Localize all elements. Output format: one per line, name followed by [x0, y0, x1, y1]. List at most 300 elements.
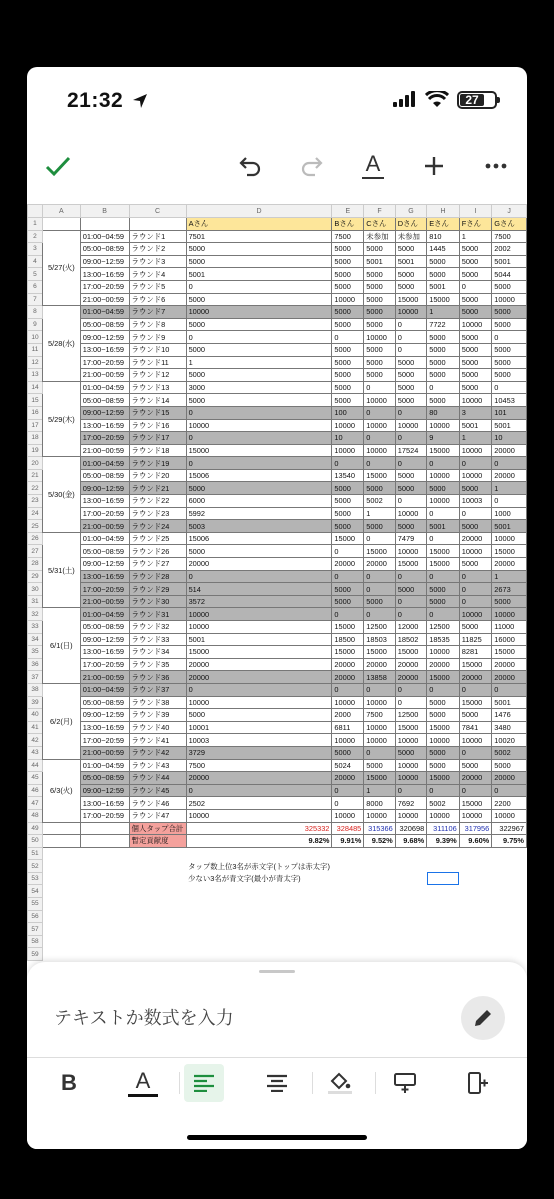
tap-count-cell[interactable]: 0: [459, 507, 492, 520]
tap-count-cell[interactable]: 5000: [492, 595, 527, 608]
redo-icon[interactable]: [294, 148, 330, 184]
cell[interactable]: [492, 948, 527, 961]
time-cell[interactable]: 21:00~00:59: [80, 444, 129, 457]
tap-count-cell[interactable]: 0: [186, 570, 332, 583]
tap-count-cell[interactable]: 10: [332, 432, 364, 445]
round-cell[interactable]: ラウンド14: [129, 394, 186, 407]
cell[interactable]: [80, 835, 129, 848]
cell[interactable]: [492, 910, 527, 923]
fill-color-icon[interactable]: [320, 1064, 360, 1102]
tap-count-cell[interactable]: 5000: [364, 306, 395, 319]
tap-count-cell[interactable]: 0: [459, 583, 492, 596]
row-number[interactable]: 45: [28, 772, 43, 785]
tap-count-cell[interactable]: 0: [427, 608, 460, 621]
tap-count-cell[interactable]: 15000: [395, 721, 426, 734]
tap-count-cell[interactable]: 5000: [364, 369, 395, 382]
row-number[interactable]: 21: [28, 469, 43, 482]
tap-count-cell[interactable]: 10000: [186, 809, 332, 822]
cell[interactable]: [42, 860, 80, 873]
cell[interactable]: [364, 898, 395, 911]
row-number[interactable]: 20: [28, 457, 43, 470]
tap-count-cell[interactable]: 15000: [332, 621, 364, 634]
tap-count-cell[interactable]: 20000: [459, 532, 492, 545]
tap-count-cell[interactable]: 5002: [364, 495, 395, 508]
tap-count-cell[interactable]: 5000: [186, 243, 332, 256]
cell[interactable]: [186, 935, 332, 948]
total-cell[interactable]: 320698: [395, 822, 426, 835]
time-cell[interactable]: 01:00~04:59: [80, 759, 129, 772]
tap-count-cell[interactable]: 5000: [459, 520, 492, 533]
corner-cell[interactable]: [28, 205, 43, 218]
tap-count-cell[interactable]: 1000: [492, 507, 527, 520]
tap-count-cell[interactable]: 10000: [332, 696, 364, 709]
tap-count-cell[interactable]: 20000: [364, 658, 395, 671]
time-cell[interactable]: 01:00~04:59: [80, 381, 129, 394]
tap-count-cell[interactable]: 10000: [459, 469, 492, 482]
tap-count-cell[interactable]: 6811: [332, 721, 364, 734]
tap-count-cell[interactable]: 5001: [186, 633, 332, 646]
row-number[interactable]: 12: [28, 356, 43, 369]
contribution-label[interactable]: 暫定貢献度: [129, 835, 186, 848]
tap-count-cell[interactable]: 0: [492, 331, 527, 344]
tap-count-cell[interactable]: 1: [364, 507, 395, 520]
row-number[interactable]: 34: [28, 633, 43, 646]
tap-count-cell[interactable]: 10000: [459, 444, 492, 457]
tap-count-cell[interactable]: 5000: [332, 280, 364, 293]
tap-count-cell[interactable]: 15000: [427, 545, 460, 558]
round-cell[interactable]: ラウンド4: [129, 268, 186, 281]
cell[interactable]: [395, 948, 426, 961]
row-number[interactable]: 8: [28, 306, 43, 319]
cell[interactable]: [364, 948, 395, 961]
time-cell[interactable]: 17:00~20:59: [80, 809, 129, 822]
tap-count-cell[interactable]: 101: [492, 406, 527, 419]
tap-count-cell[interactable]: 5000: [186, 293, 332, 306]
row-number[interactable]: 32: [28, 608, 43, 621]
tap-count-cell[interactable]: 5000: [364, 318, 395, 331]
time-cell[interactable]: 21:00~00:59: [80, 293, 129, 306]
round-cell[interactable]: ラウンド47: [129, 809, 186, 822]
tap-count-cell[interactable]: 0: [427, 457, 460, 470]
time-cell[interactable]: 13:00~16:59: [80, 797, 129, 810]
time-cell[interactable]: 17:00~20:59: [80, 280, 129, 293]
time-cell[interactable]: 17:00~20:59: [80, 356, 129, 369]
tap-count-cell[interactable]: 5001: [492, 255, 527, 268]
row-number[interactable]: 13: [28, 369, 43, 382]
round-cell[interactable]: ラウンド12: [129, 369, 186, 382]
round-cell[interactable]: ラウンド23: [129, 507, 186, 520]
cell[interactable]: [80, 923, 129, 936]
tap-count-cell[interactable]: 0: [395, 495, 426, 508]
tap-count-cell[interactable]: 5000: [364, 595, 395, 608]
row-number[interactable]: 58: [28, 935, 43, 948]
cell[interactable]: [427, 910, 460, 923]
more-options-icon[interactable]: [478, 148, 514, 184]
tap-count-cell[interactable]: 0: [364, 583, 395, 596]
tap-count-cell[interactable]: 1: [459, 230, 492, 243]
tap-count-cell[interactable]: 5000: [395, 482, 426, 495]
cell[interactable]: [364, 872, 395, 885]
tap-count-cell[interactable]: 5000: [459, 369, 492, 382]
total-cell[interactable]: 315366: [364, 822, 395, 835]
tap-count-cell[interactable]: 0: [427, 683, 460, 696]
tap-count-cell[interactable]: 5000: [459, 709, 492, 722]
tap-count-cell[interactable]: 10000: [395, 809, 426, 822]
cell[interactable]: [427, 935, 460, 948]
tap-count-cell[interactable]: 5044: [492, 268, 527, 281]
drag-handle[interactable]: [259, 970, 295, 973]
tap-count-cell[interactable]: 10000: [459, 809, 492, 822]
row-number[interactable]: 27: [28, 545, 43, 558]
total-cell[interactable]: 328485: [332, 822, 364, 835]
cell[interactable]: [492, 885, 527, 898]
cell[interactable]: [42, 885, 80, 898]
cell[interactable]: [459, 898, 492, 911]
tap-count-cell[interactable]: 10000: [395, 507, 426, 520]
date-cell[interactable]: 5/29(木): [42, 381, 80, 457]
contribution-cell[interactable]: 9.91%: [332, 835, 364, 848]
time-cell[interactable]: 09:00~12:59: [80, 633, 129, 646]
tap-count-cell[interactable]: 5000: [186, 545, 332, 558]
tap-count-cell[interactable]: 5000: [459, 343, 492, 356]
tap-count-cell[interactable]: 5000: [427, 356, 460, 369]
tap-count-cell[interactable]: 5000: [492, 369, 527, 382]
player-header-cell[interactable]: Dさん: [395, 218, 426, 231]
time-cell[interactable]: 13:00~16:59: [80, 570, 129, 583]
time-cell[interactable]: 09:00~12:59: [80, 406, 129, 419]
cell[interactable]: [80, 218, 129, 231]
tap-count-cell[interactable]: 1: [364, 784, 395, 797]
tap-count-cell[interactable]: 5000: [364, 343, 395, 356]
tap-count-cell[interactable]: 5000: [427, 595, 460, 608]
tap-count-cell[interactable]: 7501: [186, 230, 332, 243]
row-number[interactable]: 49: [28, 822, 43, 835]
tap-count-cell[interactable]: 2673: [492, 583, 527, 596]
tap-count-cell[interactable]: 12500: [364, 621, 395, 634]
tap-count-cell[interactable]: 0: [186, 784, 332, 797]
cell[interactable]: [395, 885, 426, 898]
tap-count-cell[interactable]: 10000: [364, 394, 395, 407]
tap-count-cell[interactable]: 5000: [332, 595, 364, 608]
cell[interactable]: [332, 860, 364, 873]
total-cell[interactable]: 311106: [427, 822, 460, 835]
tap-count-cell[interactable]: 7479: [395, 532, 426, 545]
tap-count-cell[interactable]: 5000: [186, 255, 332, 268]
tap-count-cell[interactable]: 1445: [427, 243, 460, 256]
row-number[interactable]: 43: [28, 746, 43, 759]
row-number[interactable]: 48: [28, 809, 43, 822]
tap-count-cell[interactable]: 10000: [186, 696, 332, 709]
tap-count-cell[interactable]: 0: [332, 331, 364, 344]
tap-count-cell[interactable]: 5000: [395, 469, 426, 482]
row-number[interactable]: 22: [28, 482, 43, 495]
tap-count-cell[interactable]: 20000: [186, 558, 332, 571]
tap-count-cell[interactable]: 10000: [395, 306, 426, 319]
tap-count-cell[interactable]: 15000: [364, 469, 395, 482]
tap-count-cell[interactable]: 10020: [492, 734, 527, 747]
tap-count-cell[interactable]: 5000: [459, 621, 492, 634]
time-cell[interactable]: 09:00~12:59: [80, 331, 129, 344]
tap-count-cell[interactable]: 5000: [427, 369, 460, 382]
tap-count-cell[interactable]: 10000: [395, 734, 426, 747]
tap-count-cell[interactable]: 0: [427, 507, 460, 520]
tap-count-cell[interactable]: 15000: [395, 558, 426, 571]
tap-count-cell[interactable]: 5002: [492, 746, 527, 759]
cell[interactable]: [42, 948, 80, 961]
round-cell[interactable]: ラウンド43: [129, 759, 186, 772]
tap-count-cell[interactable]: 5000: [364, 268, 395, 281]
cell[interactable]: [459, 910, 492, 923]
tap-count-cell[interactable]: 15000: [364, 646, 395, 659]
tap-count-cell[interactable]: 16000: [492, 633, 527, 646]
insert-column-icon[interactable]: [459, 1064, 499, 1102]
row-number[interactable]: 29: [28, 570, 43, 583]
time-cell[interactable]: 01:00~04:59: [80, 532, 129, 545]
tap-count-cell[interactable]: 3572: [186, 595, 332, 608]
round-cell[interactable]: ラウンド34: [129, 646, 186, 659]
cell[interactable]: [186, 847, 332, 860]
tap-count-cell[interactable]: 0: [459, 746, 492, 759]
cell[interactable]: [332, 935, 364, 948]
cell[interactable]: [332, 898, 364, 911]
row-number[interactable]: 40: [28, 709, 43, 722]
cell[interactable]: [492, 847, 527, 860]
cell[interactable]: [332, 847, 364, 860]
cell[interactable]: [129, 218, 186, 231]
cell[interactable]: [42, 822, 80, 835]
tap-count-cell[interactable]: 5000: [427, 746, 460, 759]
tap-count-cell[interactable]: 100: [332, 406, 364, 419]
time-cell[interactable]: 17:00~20:59: [80, 734, 129, 747]
round-cell[interactable]: ラウンド46: [129, 797, 186, 810]
tap-count-cell[interactable]: 10000: [186, 306, 332, 319]
tap-count-cell[interactable]: 0: [186, 280, 332, 293]
time-cell[interactable]: 13:00~16:59: [80, 419, 129, 432]
cell[interactable]: [80, 948, 129, 961]
tap-count-cell[interactable]: 13858: [364, 671, 395, 684]
tap-count-cell[interactable]: 0: [332, 797, 364, 810]
time-cell[interactable]: 21:00~00:59: [80, 369, 129, 382]
row-number[interactable]: 59: [28, 948, 43, 961]
tap-count-cell[interactable]: 5000: [427, 255, 460, 268]
tap-count-cell[interactable]: 5000: [395, 356, 426, 369]
tap-count-cell[interactable]: 5024: [332, 759, 364, 772]
tap-count-cell[interactable]: 2502: [186, 797, 332, 810]
tap-count-cell[interactable]: 80: [427, 406, 460, 419]
cell[interactable]: [42, 847, 80, 860]
tap-count-cell[interactable]: 5001: [492, 696, 527, 709]
tap-count-cell[interactable]: 3: [459, 406, 492, 419]
time-cell[interactable]: 13:00~16:59: [80, 495, 129, 508]
time-cell[interactable]: 13:00~16:59: [80, 343, 129, 356]
cell[interactable]: [364, 935, 395, 948]
cell[interactable]: [42, 898, 80, 911]
column-header[interactable]: F: [364, 205, 395, 218]
time-cell[interactable]: 01:00~04:59: [80, 608, 129, 621]
tap-count-cell[interactable]: 5000: [186, 482, 332, 495]
cell[interactable]: [129, 948, 186, 961]
tap-count-cell[interactable]: 10000: [427, 809, 460, 822]
row-number[interactable]: 1: [28, 218, 43, 231]
tap-count-cell[interactable]: 10000: [364, 696, 395, 709]
tap-count-cell[interactable]: 810: [427, 230, 460, 243]
player-header-cell[interactable]: Eさん: [427, 218, 460, 231]
align-left-icon[interactable]: [184, 1064, 224, 1102]
tap-count-cell[interactable]: 1: [492, 570, 527, 583]
tap-count-cell[interactable]: 0: [459, 457, 492, 470]
tap-count-cell[interactable]: 7500: [364, 709, 395, 722]
row-number[interactable]: 18: [28, 432, 43, 445]
round-cell[interactable]: ラウンド37: [129, 683, 186, 696]
cell[interactable]: [80, 910, 129, 923]
tap-count-cell[interactable]: 0: [332, 457, 364, 470]
tap-count-cell[interactable]: 5000: [332, 268, 364, 281]
tap-count-cell[interactable]: 0: [459, 280, 492, 293]
round-cell[interactable]: ラウンド9: [129, 331, 186, 344]
tap-count-cell[interactable]: 0: [364, 381, 395, 394]
tap-count-cell[interactable]: 20000: [492, 444, 527, 457]
time-cell[interactable]: 21:00~00:59: [80, 595, 129, 608]
text-format-button[interactable]: [355, 148, 391, 184]
tap-count-cell[interactable]: 5000: [459, 482, 492, 495]
row-number[interactable]: 2: [28, 230, 43, 243]
note-cell[interactable]: タップ数上位3名が赤文字(トップは赤太字): [188, 861, 330, 871]
tap-count-cell[interactable]: 10000: [459, 394, 492, 407]
tap-count-cell[interactable]: 18500: [332, 633, 364, 646]
tap-count-cell[interactable]: 5000: [427, 696, 460, 709]
round-cell[interactable]: ラウンド28: [129, 570, 186, 583]
tap-count-cell[interactable]: 1: [459, 432, 492, 445]
row-number[interactable]: 52: [28, 860, 43, 873]
round-cell[interactable]: ラウンド5: [129, 280, 186, 293]
tap-count-cell[interactable]: 5000: [492, 356, 527, 369]
text-color-button[interactable]: [123, 1064, 163, 1102]
tap-count-cell[interactable]: 0: [395, 331, 426, 344]
tap-count-cell[interactable]: 8000: [364, 797, 395, 810]
round-cell[interactable]: ラウンド15: [129, 406, 186, 419]
tap-count-cell[interactable]: 12500: [395, 709, 426, 722]
tap-count-cell[interactable]: 5001: [427, 280, 460, 293]
tap-count-cell[interactable]: 10000: [332, 419, 364, 432]
tap-count-cell[interactable]: 5000: [332, 495, 364, 508]
tap-count-cell[interactable]: 10000: [332, 444, 364, 457]
tap-count-cell[interactable]: 3480: [492, 721, 527, 734]
round-cell[interactable]: ラウンド31: [129, 608, 186, 621]
tap-count-cell[interactable]: 10000: [395, 545, 426, 558]
tap-count-cell[interactable]: 15000: [427, 772, 460, 785]
tap-count-cell[interactable]: 20000: [332, 671, 364, 684]
tap-count-cell[interactable]: 20000: [492, 558, 527, 571]
round-cell[interactable]: ラウンド17: [129, 432, 186, 445]
date-cell[interactable]: 5/31(土): [42, 532, 80, 608]
cell[interactable]: [186, 923, 332, 936]
tap-count-cell[interactable]: 20000: [395, 658, 426, 671]
tap-count-cell[interactable]: 未参加: [364, 230, 395, 243]
time-cell[interactable]: 01:00~04:59: [80, 683, 129, 696]
total-cell[interactable]: 322967: [492, 822, 527, 835]
round-cell[interactable]: ラウンド39: [129, 709, 186, 722]
tap-count-cell[interactable]: 18503: [364, 633, 395, 646]
tap-count-cell[interactable]: 5000: [332, 482, 364, 495]
row-number[interactable]: 14: [28, 381, 43, 394]
tap-count-cell[interactable]: 5000: [364, 356, 395, 369]
round-cell[interactable]: ラウンド10: [129, 343, 186, 356]
tap-count-cell[interactable]: 0: [186, 432, 332, 445]
tap-count-cell[interactable]: 5000: [395, 369, 426, 382]
tap-count-cell[interactable]: 0: [332, 784, 364, 797]
tap-count-cell[interactable]: 0: [186, 406, 332, 419]
tap-count-cell[interactable]: 0: [395, 570, 426, 583]
tap-count-cell[interactable]: 0: [186, 331, 332, 344]
bold-button[interactable]: B: [61, 1070, 77, 1095]
time-cell[interactable]: 05:00~08:59: [80, 772, 129, 785]
tap-count-cell[interactable]: 5000: [364, 759, 395, 772]
tap-count-cell[interactable]: 15000: [332, 646, 364, 659]
column-header[interactable]: G: [395, 205, 426, 218]
tap-count-cell[interactable]: 5000: [332, 369, 364, 382]
cell[interactable]: [80, 885, 129, 898]
tap-count-cell[interactable]: 0: [395, 318, 426, 331]
totals-label[interactable]: 個人タップ合計: [129, 822, 186, 835]
tap-count-cell[interactable]: 3729: [186, 746, 332, 759]
row-number[interactable]: 57: [28, 923, 43, 936]
tap-count-cell[interactable]: 5000: [332, 583, 364, 596]
date-cell[interactable]: 6/3(火): [42, 759, 80, 822]
tap-count-cell[interactable]: 0: [427, 570, 460, 583]
contribution-cell[interactable]: 9.39%: [427, 835, 460, 848]
tap-count-cell[interactable]: 20000: [364, 558, 395, 571]
tap-count-cell[interactable]: 5000: [492, 280, 527, 293]
tap-count-cell[interactable]: 2000: [332, 709, 364, 722]
time-cell[interactable]: 05:00~08:59: [80, 621, 129, 634]
tap-count-cell[interactable]: 10000: [459, 545, 492, 558]
row-number[interactable]: 51: [28, 847, 43, 860]
row-number[interactable]: 6: [28, 280, 43, 293]
tap-count-cell[interactable]: 5000: [459, 381, 492, 394]
tap-count-cell[interactable]: 5002: [427, 797, 460, 810]
row-number[interactable]: 9: [28, 318, 43, 331]
tap-count-cell[interactable]: 20000: [332, 772, 364, 785]
tap-count-cell[interactable]: 5000: [364, 482, 395, 495]
cell[interactable]: [364, 910, 395, 923]
tap-count-cell[interactable]: 15000: [427, 721, 460, 734]
tap-count-cell[interactable]: 10000: [364, 721, 395, 734]
cell[interactable]: [427, 847, 460, 860]
tap-count-cell[interactable]: 20000: [395, 671, 426, 684]
cell[interactable]: [427, 923, 460, 936]
round-cell[interactable]: ラウンド44: [129, 772, 186, 785]
cell[interactable]: [395, 847, 426, 860]
round-cell[interactable]: ラウンド24: [129, 520, 186, 533]
contribution-cell[interactable]: 9.68%: [395, 835, 426, 848]
tap-count-cell[interactable]: 20000: [459, 671, 492, 684]
row-number[interactable]: 38: [28, 683, 43, 696]
tap-count-cell[interactable]: 12000: [395, 621, 426, 634]
tap-count-cell[interactable]: 9: [427, 432, 460, 445]
tap-count-cell[interactable]: 10000: [427, 734, 460, 747]
round-cell[interactable]: ラウンド1: [129, 230, 186, 243]
round-cell[interactable]: ラウンド42: [129, 746, 186, 759]
time-cell[interactable]: 09:00~12:59: [80, 784, 129, 797]
round-cell[interactable]: ラウンド18: [129, 444, 186, 457]
row-number[interactable]: 31: [28, 595, 43, 608]
player-header-cell[interactable]: Fさん: [459, 218, 492, 231]
cell[interactable]: [42, 872, 80, 885]
tap-count-cell[interactable]: 15000: [186, 646, 332, 659]
tap-count-cell[interactable]: 1: [427, 306, 460, 319]
tap-count-cell[interactable]: 5000: [427, 759, 460, 772]
time-cell[interactable]: 01:00~04:59: [80, 306, 129, 319]
